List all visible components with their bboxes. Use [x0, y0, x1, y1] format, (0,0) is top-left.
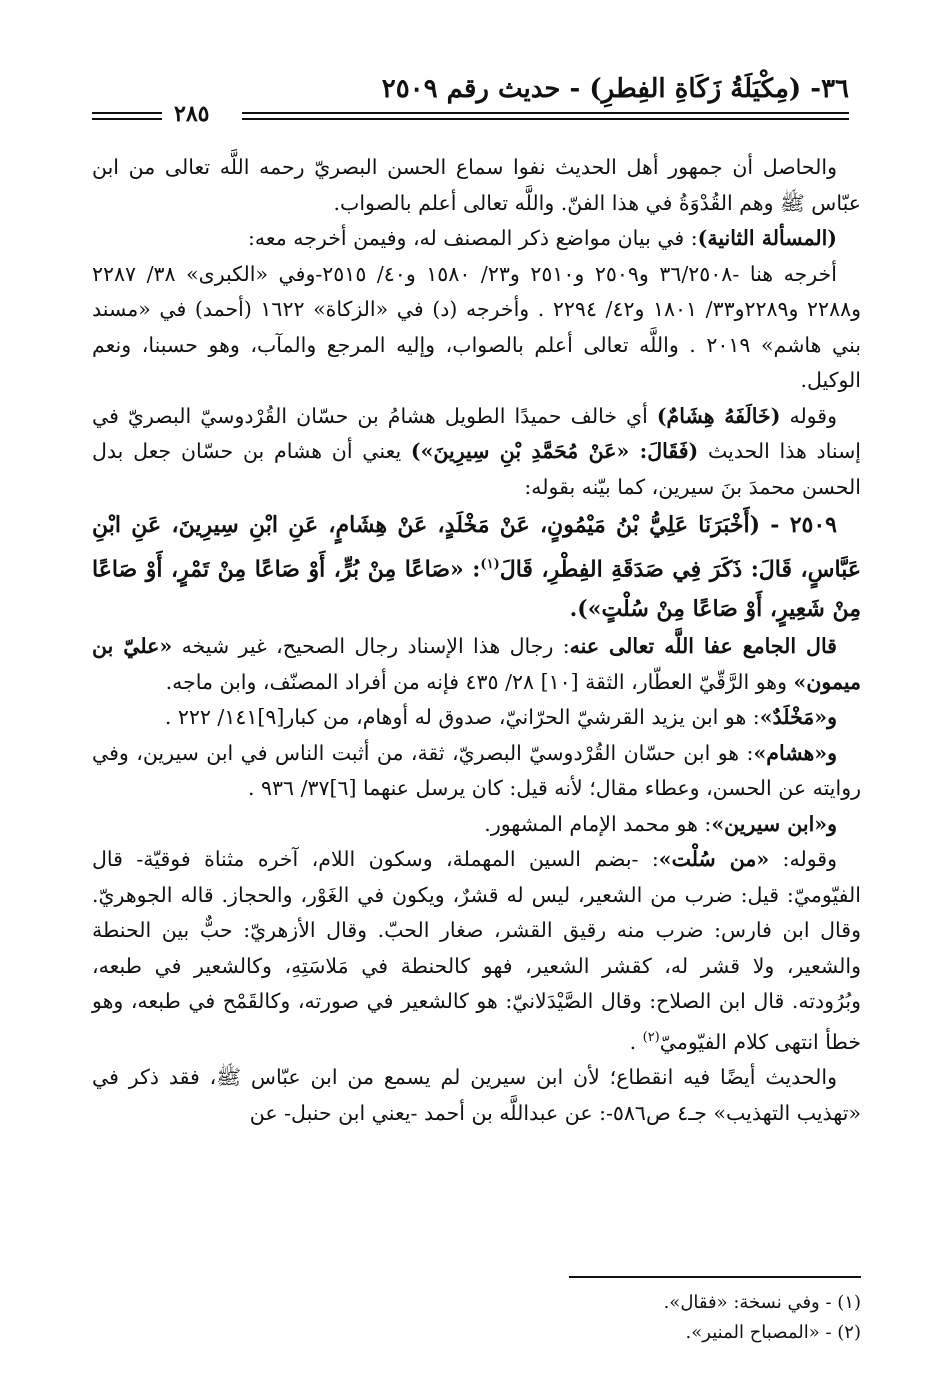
bold-text: «عليّ بن ميمون»	[92, 634, 861, 694]
paragraph	[92, 629, 861, 700]
page-body	[92, 150, 861, 1131]
text-run: يعني أن هشام بن حسّان جعل بدل الحسن محمدَ بنَ سيرين، كما بيّنه بقوله:	[92, 439, 861, 499]
hadith-text	[92, 505, 861, 629]
chapter-title: ٣٦- (مِكْيَلَةُ زَكَاةِ الفِطرِ) - حديث رقم ٢٥٠٩	[381, 74, 849, 104]
bold-text: (المسألة الثانية)	[697, 226, 837, 250]
paragraph	[92, 842, 861, 1060]
footnote-ref[interactable]: (١)	[480, 557, 500, 572]
text-run: : رجال هذا الإسناد رجال الصحيح، غير شيخه	[172, 634, 570, 659]
footnote-1: (١) - وفي نسخة: «فقال».	[663, 1292, 861, 1313]
text-run: وهو الرَّقّيّ العطّار، الثقة [١٠] ٢٨/ ٤٣٥ فإنه من أفراد المصنّف، وابن ماجه.	[165, 669, 794, 694]
bold-text: (فَقَالَ: «عَنْ مُحَمَّدِ بْنِ سِيرِينَ»)	[410, 439, 699, 463]
footnotes	[361, 1288, 861, 1348]
bold-text: قال الجامع عفا اللَّه تعالى عنه	[569, 634, 837, 659]
page-header	[92, 74, 849, 127]
bold-text: و«هشام»	[753, 740, 837, 765]
page-number: ٢٨٥	[174, 101, 210, 127]
header-rule	[92, 118, 162, 120]
text-run: : هو محمد الإمام المشهور.	[484, 811, 712, 836]
paragraph	[92, 700, 861, 736]
paragraph	[92, 257, 861, 399]
footnote-ref[interactable]: (٢)	[642, 1029, 660, 1045]
header-rule	[92, 112, 162, 114]
text-run: والحاصل أن جمهور أهل الحديث نفوا سماع الحسن البصريّ رحمه اللَّه تعالى من ابن عبّاس ﷺ وهم القُدْوَةُ في هذا الفنّ. واللَّه تعالى أعلم بالصواب.	[92, 155, 861, 215]
text-run: وقوله	[780, 403, 837, 428]
header-rule	[242, 112, 849, 114]
footnote-2: (٢) - «المصباح المنير».	[685, 1322, 861, 1343]
text-run: والحديث أيضًا فيه انقطاع؛ لأن ابن سيرين لم يسمع من ابن عبّاس ﷺ، فقد ذكر في «تهذيب التهذيب» جـ٤ ص٥٨٦-: عن عبداللَّه بن أحمد -يعني ابن حنبل- عن	[92, 1065, 861, 1125]
text-run: : «صَاعًا مِنْ بُرٍّ، أَوْ صَاعًا مِنْ تَمْرٍ، أَوْ صَاعًا مِنْ شَعِيرٍ، أَوْ صَاعًا مِنْ سُلْتٍ»).	[92, 556, 861, 623]
text-run: : في بيان مواضع ذكر المصنف له، وفيمن أخرجه معه:	[247, 226, 698, 250]
paragraph	[92, 399, 861, 506]
paragraph	[92, 1060, 861, 1131]
text-run: : هو ابن حسّان القُرْدوسيّ البصريّ، ثقة، من أثبت الناس في ابن سيرين، وفي روايته عن الحسن، وعطاء مقال؛ لأنه قيل: كان يرسل عنهما [٦]٣٧/ ٩٣٦ .	[92, 740, 861, 801]
text-run: .	[629, 1029, 643, 1054]
bold-text: و«مَخْلَدٌ»	[759, 705, 837, 730]
bold-text: «من سُلْت»	[658, 847, 770, 872]
footnote-divider	[569, 1276, 861, 1278]
paragraph	[92, 150, 861, 221]
bold-text: (خَالَفَهُ هِشَامٌ)	[656, 403, 781, 428]
text-run: : هو ابن يزيد القرشيّ الحرّانيّ، صدوق له أوهام، من كبار[٩]١٤١/ ٢٢٢ .	[164, 705, 760, 730]
text-run: أي خالف حميدًا الطويل هشامُ بن حسّان القُرْدوسيّ البصريّ في إسناد هذا الحديث	[92, 403, 861, 463]
text-run: وقوله:	[769, 847, 837, 872]
text-run: : -بضم السين المهملة، وسكون اللام، آخره مثناة فوقيّة- قال الفيّوميّ: قيل: ضرب من الشعير، ليس له قشرٌ، ويكون في الغَوْر، والحجاز. قاله الجوهريّ. وقال ابن فارس: ضرب منه رقيق القشر، صغار الحبّ. وقال الأزهريّ: حبٌّ بين الحنطة والشعير، ولا قشر له، كقشر الشعير، فهو كالحنطة في مَلاسَتِهِ، وكالشعير في طبعه، وبُرُودته. قال ابن الصلاح: وقال الصَّيْدَلانيّ: هو كالشعير في صورته، وكالقَمْح في طبعه، وهو خطأ انتهى كلام الفيّوميّ	[92, 847, 861, 1054]
paragraph	[92, 807, 861, 843]
paragraph	[92, 736, 861, 807]
text-run: ٢٥٠٩ - (أَخْبَرَنَا عَلِيُّ بْنُ مَيْمُونٍ، عَنْ مَخْلَدٍ، عَنْ هِشَامٍ، عَنِ ابْنِ سِيرِينَ، عَنِ ابْنِ عَبَّاسٍ، قَالَ: ذَكَرَ فِي صَدَقَةِ الفِطْرِ، قَالَ	[92, 512, 861, 583]
header-rule	[242, 118, 849, 120]
bold-text: و«ابن سيرين»	[711, 811, 837, 836]
paragraph	[92, 221, 861, 257]
text-run: أخرجه هنا -٣٦/٢٥٠٨ و٢٥٠٩ و٢٥١٠ و٢٣/ ١٥٨٠ و٤٠/ ٢٥١٥-وفي «الكبرى» ٣٨/ ٢٢٨٧ و٢٢٨٨ و٢٢٨٩و٣٣/ ١٨٠١ و٤٢/ ٢٢٩٤ . وأخرجه (د) في «الزكاة» ١٦٢٢ (أحمد) في «مسند بني هاشم» ٢٠١٩ . واللَّه تعالى أعلم بالصواب، وإليه المرجع والمآب، وهو حسبنا، ونعم الوكيل.	[92, 261, 861, 392]
